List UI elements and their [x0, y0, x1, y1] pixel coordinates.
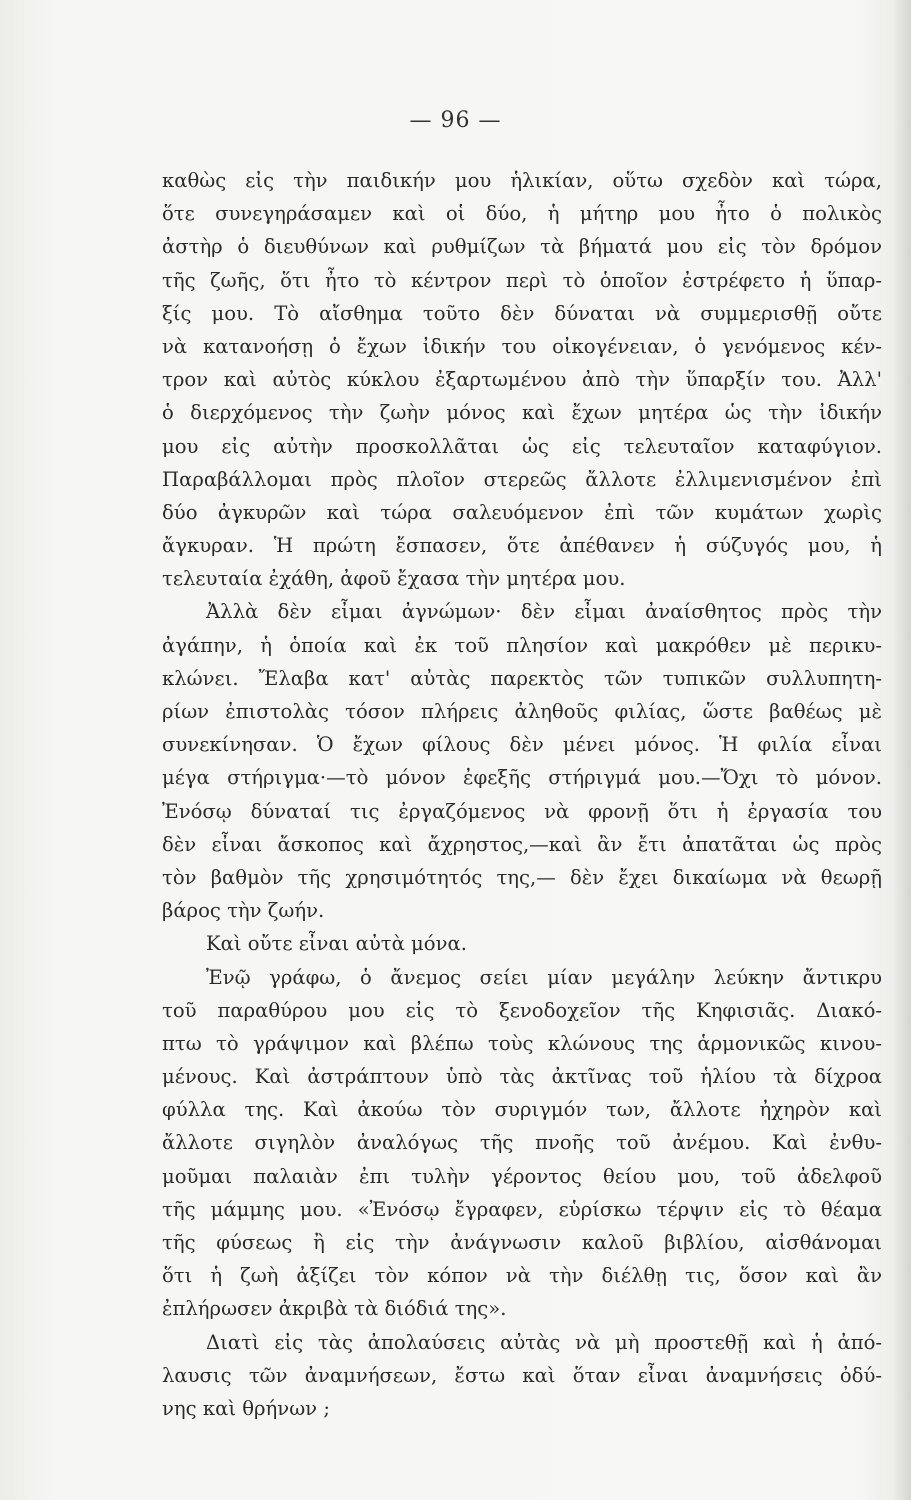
text-line: φύλλα της. Καὶ ἀκούω τὸν συριγμόν των, ἄλλοτε ἠχηρὸν καὶ: [162, 1098, 882, 1122]
page-edge-shadow: [893, 0, 911, 1500]
text-line: συνεκίνησαν. Ὁ ἔχων φίλους δὲν μένει μόνος. Ἡ φιλία εἶναι: [162, 733, 882, 757]
text-line: ἄλλοτε σιγηλὸν ἀναλόγως τῆς πνοῆς τοῦ ἀνέμου. Καὶ ἐνθυ-: [162, 1131, 882, 1155]
text-line: καθὼς εἰς τὴν παιδικήν μου ἡλικίαν, οὕτω σχεδὸν καὶ τώρα,: [162, 169, 882, 192]
text-line: τοῦ παραθύρου μου εἰς τὸ ξενοδοχεῖον τῆς Κηφισιᾶς. Διακό-: [162, 998, 882, 1022]
text-line: Παραβάλλομαι πρὸς πλοῖον στερεῶς ἄλλοτε ἐλλιμενισμένον ἐπὶ: [162, 467, 882, 491]
text-line: ἀστὴρ ὁ διευθύνων καὶ ρυθμίζων τὰ βήματά μου εἰς τὸν δρόμον: [162, 235, 882, 259]
text-line: τῆς ζωῆς, ὅτι ἦτο τὸ κέντρον περὶ τὸ ὁποῖον ἐστρέφετο ἡ ὕπαρ-: [162, 268, 882, 292]
text-line: τῆς μάμμης μου. «Ἐνόσῳ ἔγραφεν, εὑρίσκω τέρψιν εἰς τὸ θέαμα: [162, 1197, 882, 1221]
text-line: Ἐνῷ γράφω, ὁ ἄνεμος σείει μίαν μεγάλην λεύκην ἄντικρυ: [206, 965, 882, 989]
text-line: ρίων ἐπιστολὰς τόσον πλήρεις ἀληθοῦς φιλίας, ὥστε βαθέως μὲ: [162, 700, 882, 723]
text-line: δὲν εἶναι ἄσκοπος καὶ ἄχρηστος,—καὶ ἂν ἔτι ἀπατᾶται ὡς πρὸς: [162, 832, 882, 856]
text-line: νης καὶ θρήνων ;: [162, 1396, 330, 1420]
text-line: δύο ἀγκυρῶν καὶ τώρα σαλευόμενον ἐπὶ τῶν κυμάτων χωρὶς: [162, 500, 882, 524]
text-line: βάρος τὴν ζωήν.: [162, 899, 325, 923]
text-line: Διατὶ εἰς τὰς ἀπολαύσεις αὐτὰς νὰ μὴ προστεθῇ καὶ ἡ ἀπό-: [206, 1330, 882, 1354]
text-line: ἐπλήρωσεν ἀκριβὰ τὰ διόδιά της».: [162, 1297, 507, 1321]
text-line: ἀγάπην, ἡ ὁποία καὶ ἐκ τοῦ πλησίον καὶ μακρόθεν μὲ περικυ-: [162, 633, 882, 657]
text-line: τῆς φύσεως ἢ εἰς τὴν ἀνάγνωσιν καλοῦ βιβλίου, αἰσθάνομαι: [162, 1231, 882, 1254]
text-line: μοῦμαι παλαιὰν ἐπι τυλὴν γέροντος θείου μου, τοῦ ἀδελφοῦ: [162, 1164, 882, 1188]
text-line: πτω τὸ γράψιμον καὶ βλέπω τοὺς κλώνους της ἁρμονικῶς κινου-: [162, 1031, 882, 1055]
text-line: τρον καὶ αὐτὸς κύκλου ἐξαρτωμένου ἀπὸ τὴν ὕπαρξίν του. Ἀλλ': [162, 368, 882, 392]
text-line: μένους. Καὶ ἀστράπτουν ὑπὸ τὰς ἀκτῖνας τοῦ ἡλίου τὰ δίχροα: [162, 1065, 882, 1089]
text-line: τὸν βαθμὸν τῆς χρησιμότητός της,— δὲν ἔχει δικαίωμα νὰ θεωρῇ: [162, 865, 882, 889]
text-line: ὅτι ἡ ζωὴ ἀξίζει τὸν κόπον νὰ τὴν διέλθῃ τις, ὅσον καὶ ἂν: [162, 1264, 882, 1288]
body-text: [162, 164, 882, 1425]
text-line: ὅτε συνεγηράσαμεν καὶ οἱ δύο, ἡ μήτηρ μου ἦτο ὁ πολικὸς: [162, 202, 882, 226]
text-line: τελευταία ἐχάθη, ἀφοῦ ἔχασα τὴν μητέρα μου.: [162, 567, 626, 591]
text-line: ξίς μου. Τὸ αἴσθημα τοῦτο δὲν δύναται νὰ συμμερισθῇ οὔτε: [162, 301, 882, 325]
text-line: μέγα στήριγμα·—τὸ μόνον ἐφεξῆς στήριγμά μου.—Ὄχι τὸ μόνον.: [162, 766, 882, 790]
text-line: μου εἰς αὐτὴν προσκολλᾶται ὡς εἰς τελευταῖον καταφύγιον.: [162, 434, 882, 458]
text-line: ὁ διερχόμενος τὴν ζωὴν μόνος καὶ ἔχων μητέρα ὡς τὴν ἰδικήν: [162, 401, 882, 425]
page-number: — 96 —: [409, 108, 502, 133]
text-line: Ἐνόσῳ δύναταί τις ἐργαζόμενος νὰ φρονῇ ὅτι ἡ ἐργασία του: [162, 799, 882, 823]
text-line: κλώνει. Ἔλαβα κατ' αὐτὰς παρεκτὸς τῶν τυπικῶν συλλυπητη-: [162, 666, 882, 690]
text-line: νὰ κατανοήσῃ ὁ ἔχων ἰδικήν του οἰκογένειαν, ὁ γενόμενος κέν-: [162, 334, 882, 358]
text-line: ἄγκυραν. Ἡ πρώτη ἔσπασεν, ὅτε ἀπέθανεν ἡ σύζυγός μου, ἡ: [162, 534, 882, 558]
text-line: Ἀλλὰ δὲν εἶμαι ἀγνώμων· δὲν εἶμαι ἀναίσθητος πρὸς τὴν: [206, 600, 882, 624]
text-line: λαυσις τῶν ἀναμνήσεων, ἔστω καὶ ὅταν εἶναι ἀναμνήσεις ὀδύ-: [162, 1363, 882, 1387]
text-line: Καὶ οὔτε εἶναι αὐτὰ μόνα.: [206, 932, 467, 956]
